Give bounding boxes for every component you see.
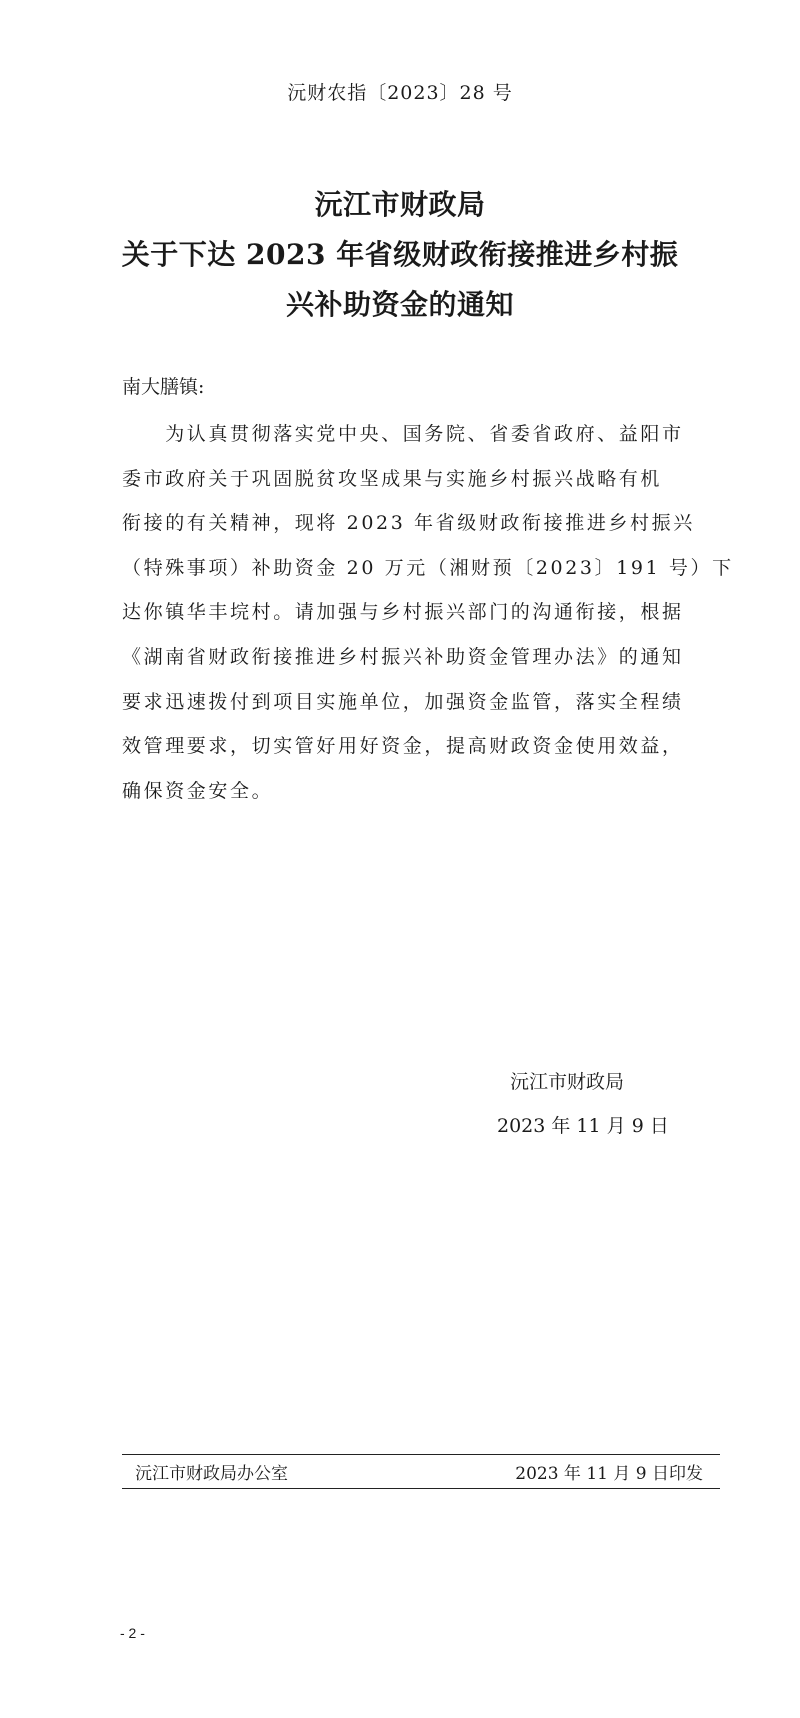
body-line: 《湖南省财政衔接推进乡村振兴补助资金管理办法》的通知 [122, 645, 684, 668]
body-line: 效管理要求，切实管好用好资金，提高财政资金使用效益， [122, 735, 684, 758]
body-text [122, 412, 734, 813]
footer-bottom-rule [122, 1488, 720, 1489]
body-line: （特殊事项）补助资金 20 万元（湘财预〔2023〕191 号）下 [122, 556, 734, 579]
document-title [100, 180, 700, 330]
title-line-3: 兴补助资金的通知 [285, 288, 514, 321]
footer-issue-date: 2023 年 11 月 9 日印发 [515, 1464, 703, 1484]
signature-date: 2023 年 11 月 9 日 [497, 1115, 669, 1137]
title-line-2: 关于下达 2023 年省级财政衔接推进乡村振 [121, 238, 679, 271]
title-line-1: 沅江市财政局 [314, 188, 486, 221]
body-line: 衔接的有关精神，现将 2023 年省级财政衔接推进乡村振兴 [122, 512, 695, 535]
body-line: 达你镇华丰垸村。请加强与乡村振兴部门的沟通衔接，根据 [122, 601, 684, 624]
footer-issuing-office: 沅江市财政局办公室 [135, 1464, 288, 1484]
body-line: 要求迅速拨付到项目实施单位，加强资金监管，落实全程绩 [122, 690, 684, 713]
footer-top-rule [122, 1454, 720, 1455]
signature-org: 沅江市财政局 [510, 1071, 625, 1093]
body-line: 为认真贯彻落实党中央、国务院、省委省政府、益阳市 [122, 423, 684, 445]
body-line: 委市政府关于巩固脱贫攻坚成果与实施乡村振兴战略有机 [122, 467, 663, 490]
body-line: 确保资金安全。 [122, 779, 274, 802]
addressee: 南大膳镇: [122, 376, 205, 398]
document-number: 沅财农指〔2023〕28 号 [287, 82, 513, 104]
page-number: - 2 - [120, 1625, 145, 1641]
